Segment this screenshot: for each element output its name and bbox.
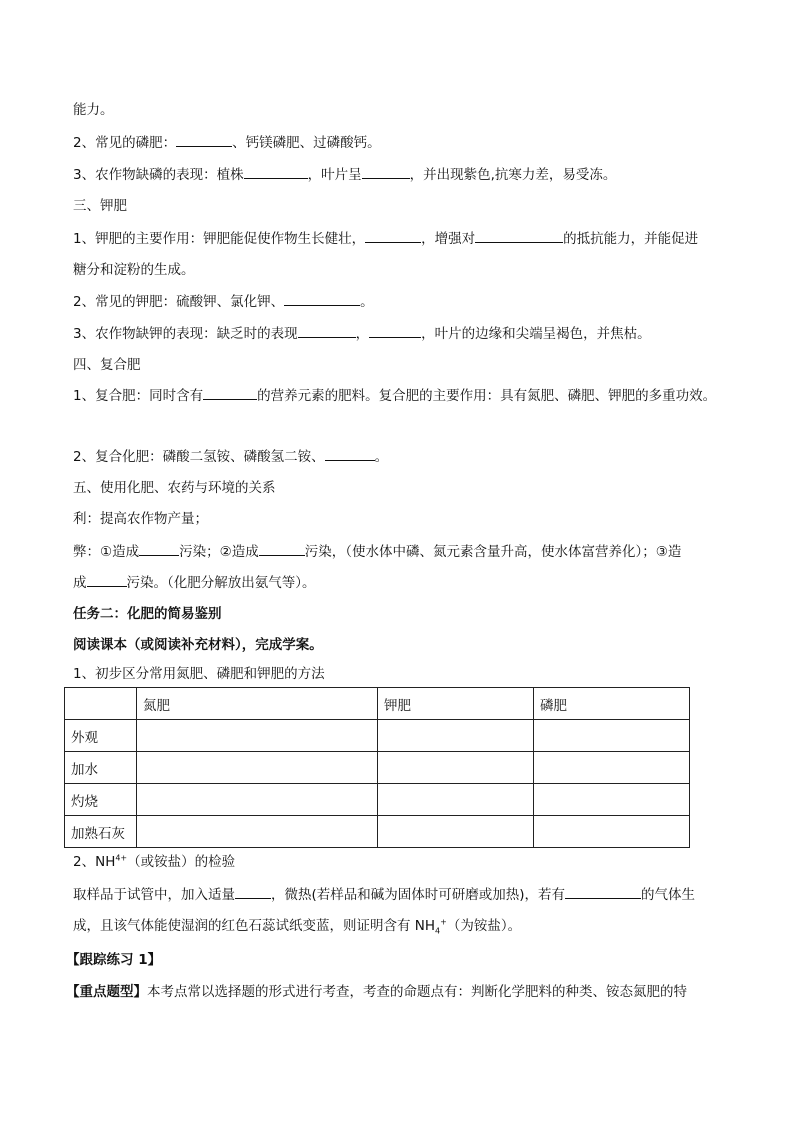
text-line: 2、$NH^{4+}$（或铵盐）的检验 [73,853,236,870]
row-label: 加水 [65,752,137,784]
table-row [65,720,690,752]
fill-blank[interactable] [284,291,360,306]
answer-cell[interactable] [534,816,690,848]
text-line: 取样品于试管中，加入适量 ，微热(若样品和碱为固体时可研磨或加热)，若有 的气体生 [73,884,695,905]
section-heading: 四、复合肥 [73,357,141,373]
table-header-cell: 氮肥 [137,688,378,720]
table-header-cell: 钾肥 [378,688,534,720]
answer-cell[interactable] [534,784,690,816]
text-line: 弊：①造成 污染；②造成 污染，（使水体中磷、氮元素含量升高，使水体富营养化）；③造 [73,541,681,562]
text-line: 成 污染。（化肥分解放出氨气等）。 [73,572,316,593]
fill-blank[interactable] [565,884,641,899]
text-line: 【重点题型】本考点常以选择题的形式进行考查，考查的命题点有：判断化学肥料的种类、铵态氮肥的特 [66,984,687,1000]
fill-blank[interactable] [235,884,271,899]
answer-cell[interactable] [378,816,534,848]
task-heading: 任务二：化肥的简易鉴别 [73,606,222,622]
fill-blank[interactable] [139,541,179,556]
section-heading: 三、钾肥 [73,198,127,214]
text-line: 1、复合肥：同时含有 的营养元素的肥料。复合肥的主要作用：具有氮肥、磷肥、钾肥的多重功效。 [73,385,716,406]
table-row [65,784,690,816]
fill-blank[interactable] [259,541,305,556]
row-label: 外观 [65,720,137,752]
answer-cell[interactable] [137,752,378,784]
text-line: 3、农作物缺钾的表现：缺乏时的表现 ， ，叶片的边缘和尖端呈褐色，并焦枯。 [73,323,651,344]
table-header-cell [65,688,137,720]
section-heading: 五、使用化肥、农药与环境的关系 [73,480,276,496]
fill-blank[interactable] [365,228,421,243]
answer-cell[interactable] [534,720,690,752]
text-line: 3、农作物缺磷的表现：植株 ，叶片呈 ，并出现紫色,抗寒力差，易受冻。 [73,164,616,185]
text-line: 2、常见的钾肥：硫酸钾、氯化钾、 。 [73,291,374,312]
fill-blank[interactable] [176,132,232,147]
answer-cell[interactable] [378,720,534,752]
table-row [65,816,690,848]
text-line: 利：提高农作物产量； [73,511,208,527]
fill-blank[interactable] [244,164,308,179]
fill-blank[interactable] [369,323,421,338]
fill-blank[interactable] [475,228,563,243]
fill-blank[interactable] [325,446,375,461]
fill-blank[interactable] [87,572,127,587]
instruction-line: 阅读课本（或阅读补充材料），完成学案。 [73,637,323,653]
answer-cell[interactable] [378,784,534,816]
table-row [65,752,690,784]
text-line: 1、钾肥的主要作用：钾肥能促使作物生长健壮， ，增强对 的抵抗能力，并能促进 [73,228,698,249]
answer-cell[interactable] [378,752,534,784]
answer-cell[interactable] [137,784,378,816]
text-line: 成，且该气体能使湿润的红色石蕊试纸变蓝，则证明含有 $NH_4^+$（为铵盐）。 [73,917,522,936]
table-header-cell: 磷肥 [534,688,690,720]
answer-cell[interactable] [137,720,378,752]
fill-blank[interactable] [362,164,410,179]
answer-cell[interactable] [534,752,690,784]
fertilizer-identification-table [64,687,690,848]
fill-blank[interactable] [203,385,257,400]
text-line: 糖分和淀粉的生成。 [73,262,195,278]
fill-blank[interactable] [298,323,356,338]
text-line: 2、复合化肥：磷酸二氢铵、磷酸氢二铵、 。 [73,446,388,467]
answer-cell[interactable] [137,816,378,848]
exercise-heading: 【跟踪练习 1】 [66,952,162,968]
text-line: 1、初步区分常用氮肥、磷肥和钾肥的方法 [73,666,325,682]
text-line: 能力。 [73,102,114,118]
row-label: 加熟石灰 [65,816,137,848]
table-header-row [65,688,690,720]
row-label: 灼烧 [65,784,137,816]
text-line: 2、常见的磷肥： 、钙镁磷肥、过磷酸钙。 [73,132,381,153]
